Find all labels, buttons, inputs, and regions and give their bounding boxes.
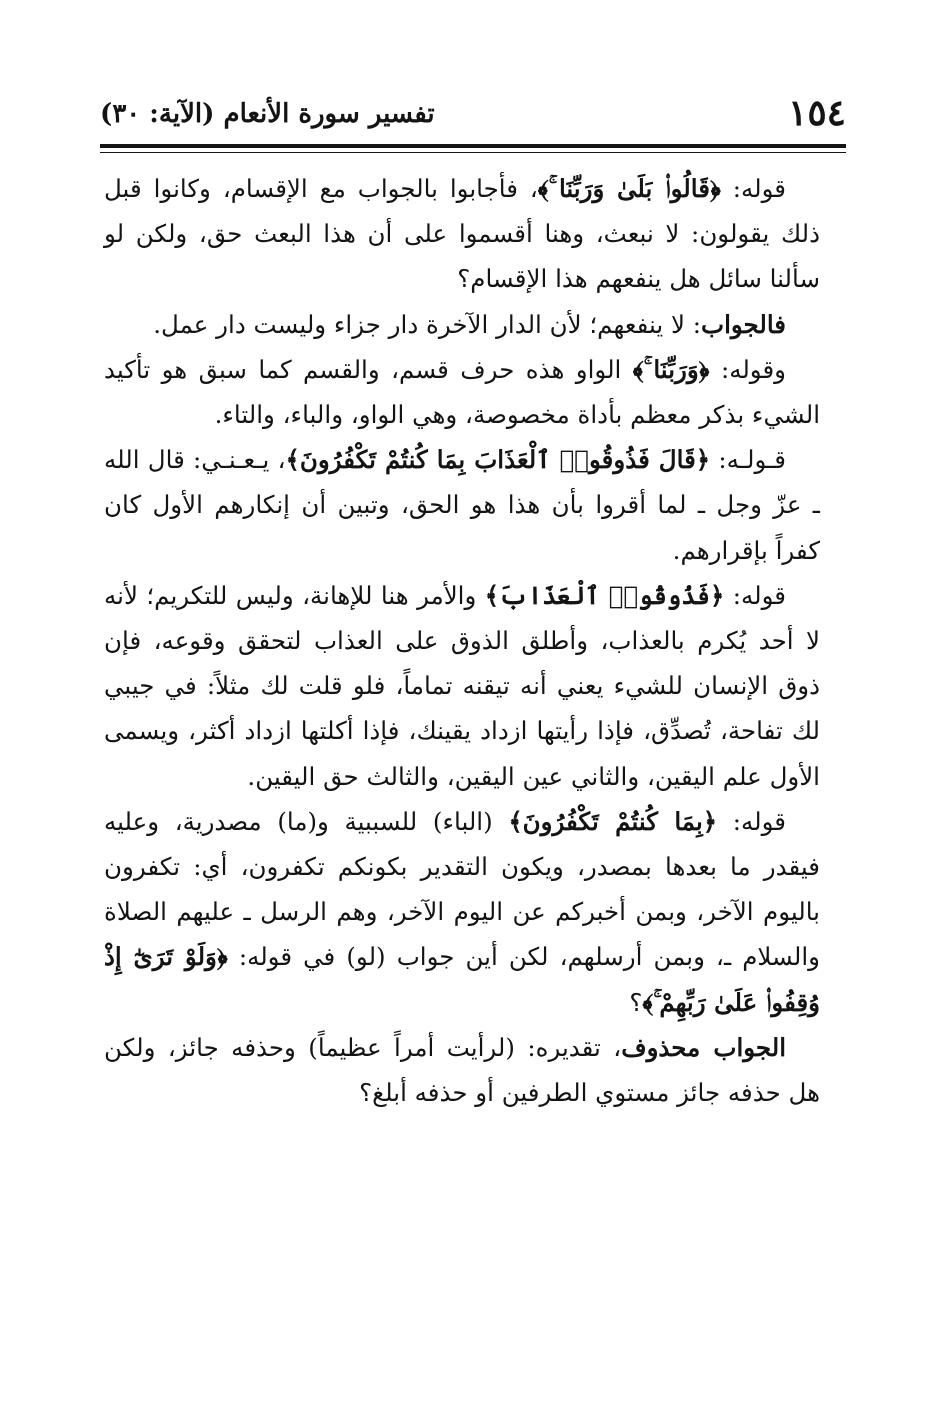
text: الواو هذه حرف قسم، والقسم كما سبق هو تأكيد الشيء بذكر معظم بأداة مخصوصة، وهي الواو، والباء، والتاء. xyxy=(104,354,820,430)
text: ، تقديره: (لرأيت أمراً عظيماً) وحذفه جائز، ولكن هل حذفه جائز مستوي الطرفين أو حذفه أبلغ؟ xyxy=(104,1032,820,1108)
text: (الباء) للسببية و(ما) مصدرية، وعليه فيقدر ما بعدها بمصدر، ويكون التقدير بكونكم تكفرون، أي: تكفرون باليوم الآخر، وبمن أخبركم عن اليوم الآخر، وهم الرسل ـ عليهم الصلاة والسلام ـ، وبمن أرسلهم، لكن أين جواب (لو) في قوله: xyxy=(104,806,820,972)
quran-quote: ﴿قَالُوا۟ بَلَىٰ وَرَبِّنَا ۚ﴾ xyxy=(537,174,721,203)
text: قوله: xyxy=(724,580,786,610)
paragraph-3 xyxy=(104,347,820,437)
running-title: تفسير سورة الأنعام (الآية: ٣٠) xyxy=(100,99,435,129)
page-header xyxy=(100,88,846,138)
text: : لا ينفعهم؛ لأن الدار الآخرة دار جزاء وليست دار عمل. xyxy=(153,309,702,339)
quran-quote: ﴿وَلَوْ تَرَىٰٓ إِذْ وُقِفُوا۟ عَلَىٰ رَبِّهِمْ ۚ﴾ xyxy=(104,942,820,1017)
body-text xyxy=(104,166,820,1115)
quran-quote: ﴿وَرَبِّنَا ۚ﴾ xyxy=(632,354,710,384)
page-number: ١٥٤ xyxy=(787,92,846,134)
text: وقوله: xyxy=(709,354,787,384)
text: ، فأجابوا بالجواب مع الإقسام، وكانوا قبل ذلك يقولون: لا نبعث، وهنا أقسموا على أن هذا البعث حق، ولكن لو سألنا سائل هل ينفعهم هذا الإقسام؟ xyxy=(104,174,820,294)
header-rule-thin xyxy=(100,152,846,153)
text: قوله: xyxy=(720,174,786,203)
answer-heading: الجواب محذوف xyxy=(621,1032,786,1062)
text: ؟ xyxy=(629,987,643,1017)
paragraph-2 xyxy=(104,302,820,347)
text: والأمر هنا للإهانة، وليس للتكريم؛ لأنه لا أحد يُكرم بالعذاب، وأطلق الذوق على العذاب لتحقق وقوعه، فإن ذوق الإنسان للشيء يعني أنه تيقنه تماماً، فلو قلت لك مثلاً: في جيبي لك تفاحة، تُصدِّق، فإذا رأيتها ازداد يقينك، فإذا أكلتها ازداد أكثر، ويسمى الأول علم اليقين، والثاني عين اليقين، والثالث حق اليقين. xyxy=(104,580,820,791)
paragraph-6 xyxy=(104,799,820,1025)
paragraph-7 xyxy=(104,1025,820,1115)
paragraph-1 xyxy=(104,166,820,302)
text: قـولـه: xyxy=(710,445,786,475)
answer-heading: فالجواب xyxy=(701,309,786,339)
quran-quote: ﴿بِمَا كُنتُمْ تَكْفُرُونَ﴾ xyxy=(508,806,718,836)
quran-quote: ﴿فَذُوقُوا۟ ٱلْعَذَابَ﴾ xyxy=(484,580,725,610)
text: ، يـعـنـي: قال الله ـ عزّ وجل ـ لما أقروا بأن هذا هو الحق، وتبين أن إنكارهم الأول كان كفراً بإقرارهم. xyxy=(104,445,820,565)
text: قوله: xyxy=(717,806,787,836)
quran-quote: ﴿قَالَ فَذُوقُوا۟ ٱلْعَذَابَ بِمَا كُنتُمْ تَكْفُرُونَ﴾ xyxy=(285,445,711,475)
paragraph-4 xyxy=(104,437,820,573)
paragraph-5 xyxy=(104,573,820,799)
header-rule-thick xyxy=(100,144,846,148)
